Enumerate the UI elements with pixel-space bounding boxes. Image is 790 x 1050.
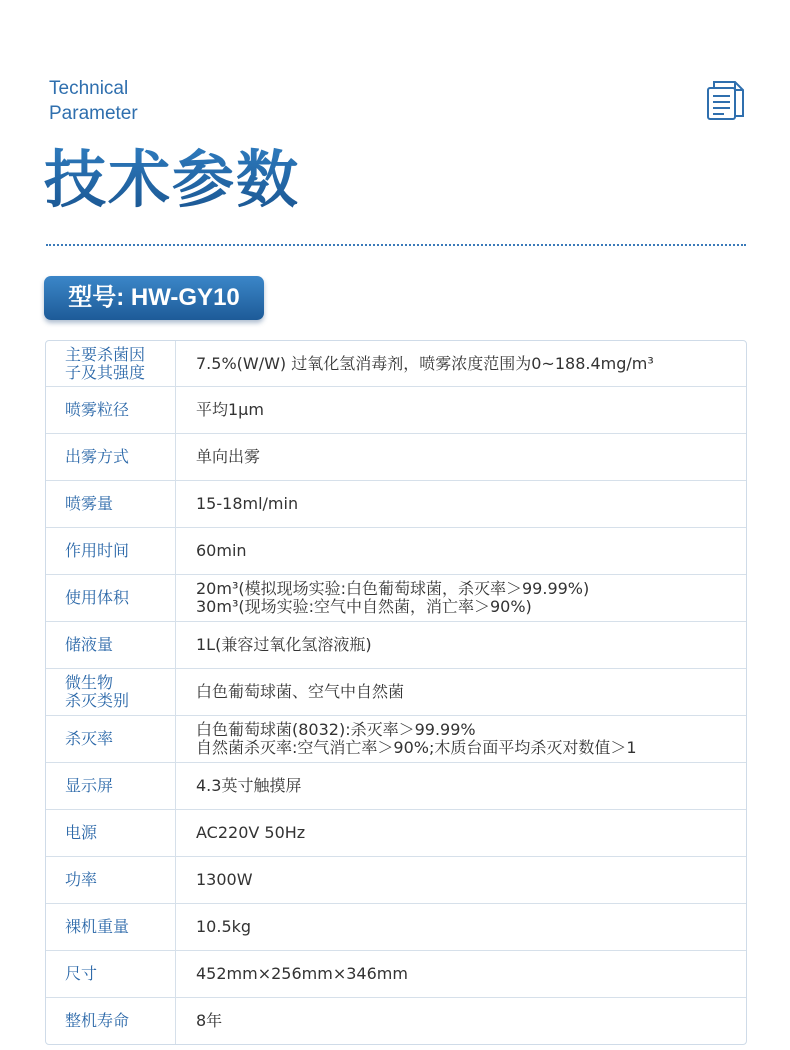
param-value-line: 平均1μm xyxy=(196,400,264,419)
section-subtitle xyxy=(49,76,138,126)
table-row xyxy=(46,809,746,856)
table-row xyxy=(46,480,746,527)
table-row xyxy=(46,997,746,1044)
param-value-line: 8年 xyxy=(196,1011,223,1030)
param-label: 主要杀菌因 子及其强度 xyxy=(46,341,176,386)
param-value xyxy=(176,481,746,527)
param-value xyxy=(176,575,746,621)
table-row xyxy=(46,527,746,574)
table-row xyxy=(46,903,746,950)
param-value-line: 20m³(模拟现场实验:白色葡萄球菌，杀灭率＞99.99%) xyxy=(196,579,590,598)
table-row xyxy=(46,574,746,621)
param-value xyxy=(176,998,746,1044)
param-value-line: AC220V 50Hz xyxy=(196,823,306,842)
param-value-line: 30m³(现场实验:空气中自然菌，消亡率＞90%) xyxy=(196,597,532,616)
param-value-line: 60min xyxy=(196,541,247,560)
subtitle-line-2: Parameter xyxy=(49,103,138,124)
param-label: 整机寿命 xyxy=(46,998,176,1044)
param-value xyxy=(176,716,746,762)
param-label: 喷雾粒径 xyxy=(46,387,176,433)
table-row xyxy=(46,433,746,480)
param-value xyxy=(176,387,746,433)
param-value xyxy=(176,857,746,903)
param-value-line: 4.3英寸触摸屏 xyxy=(196,776,302,795)
param-value-line: 7.5%(W/W) 过氧化氢消毒剂，喷雾浓度范围为0~188.4mg/m³ xyxy=(196,353,654,373)
param-label: 出雾方式 xyxy=(46,434,176,480)
table-row xyxy=(46,856,746,903)
param-value-line: 1300W xyxy=(196,870,253,889)
param-label: 微生物 杀灭类别 xyxy=(46,669,176,715)
param-label: 电源 xyxy=(46,810,176,856)
param-value xyxy=(176,622,746,668)
param-value xyxy=(176,669,746,715)
param-value xyxy=(176,904,746,950)
param-value-line: 自然菌杀灭率:空气消亡率＞90%;木质台面平均杀灭对数值＞1 xyxy=(196,738,637,757)
param-label: 功率 xyxy=(46,857,176,903)
param-label: 裸机重量 xyxy=(46,904,176,950)
param-label: 杀灭率 xyxy=(46,716,176,762)
param-value xyxy=(176,341,746,386)
table-row xyxy=(46,715,746,762)
table-row xyxy=(46,762,746,809)
param-label: 储液量 xyxy=(46,622,176,668)
param-value xyxy=(176,763,746,809)
title-divider xyxy=(46,244,746,246)
table-row xyxy=(46,386,746,433)
parameter-table xyxy=(45,340,747,1045)
table-row xyxy=(46,341,746,386)
document-list-icon xyxy=(705,78,747,122)
param-value xyxy=(176,951,746,997)
param-label: 使用体积 xyxy=(46,575,176,621)
param-label: 喷雾量 xyxy=(46,481,176,527)
param-value-line: 452mm×256mm×346mm xyxy=(196,964,408,983)
table-row xyxy=(46,621,746,668)
model-badge: 型号: HW-GY10 xyxy=(44,276,264,320)
param-value-line: 白色葡萄球菌、空气中自然菌 xyxy=(196,682,405,701)
param-value-line: 15-18ml/min xyxy=(196,494,299,513)
param-value xyxy=(176,810,746,856)
param-value-line: 单向出雾 xyxy=(196,447,261,466)
param-value xyxy=(176,528,746,574)
table-row xyxy=(46,668,746,715)
param-value-line: 1L(兼容过氧化氢溶液瓶) xyxy=(196,635,372,654)
param-label: 作用时间 xyxy=(46,528,176,574)
param-value-line: 白色葡萄球菌(8032):杀灭率＞99.99% xyxy=(196,720,476,739)
param-label: 显示屏 xyxy=(46,763,176,809)
param-value-line: 10.5kg xyxy=(196,917,252,936)
page-title: 技术参数 xyxy=(44,140,300,220)
param-label: 尺寸 xyxy=(46,951,176,997)
param-value xyxy=(176,434,746,480)
table-row xyxy=(46,950,746,997)
subtitle-line-1: Technical xyxy=(49,78,129,99)
